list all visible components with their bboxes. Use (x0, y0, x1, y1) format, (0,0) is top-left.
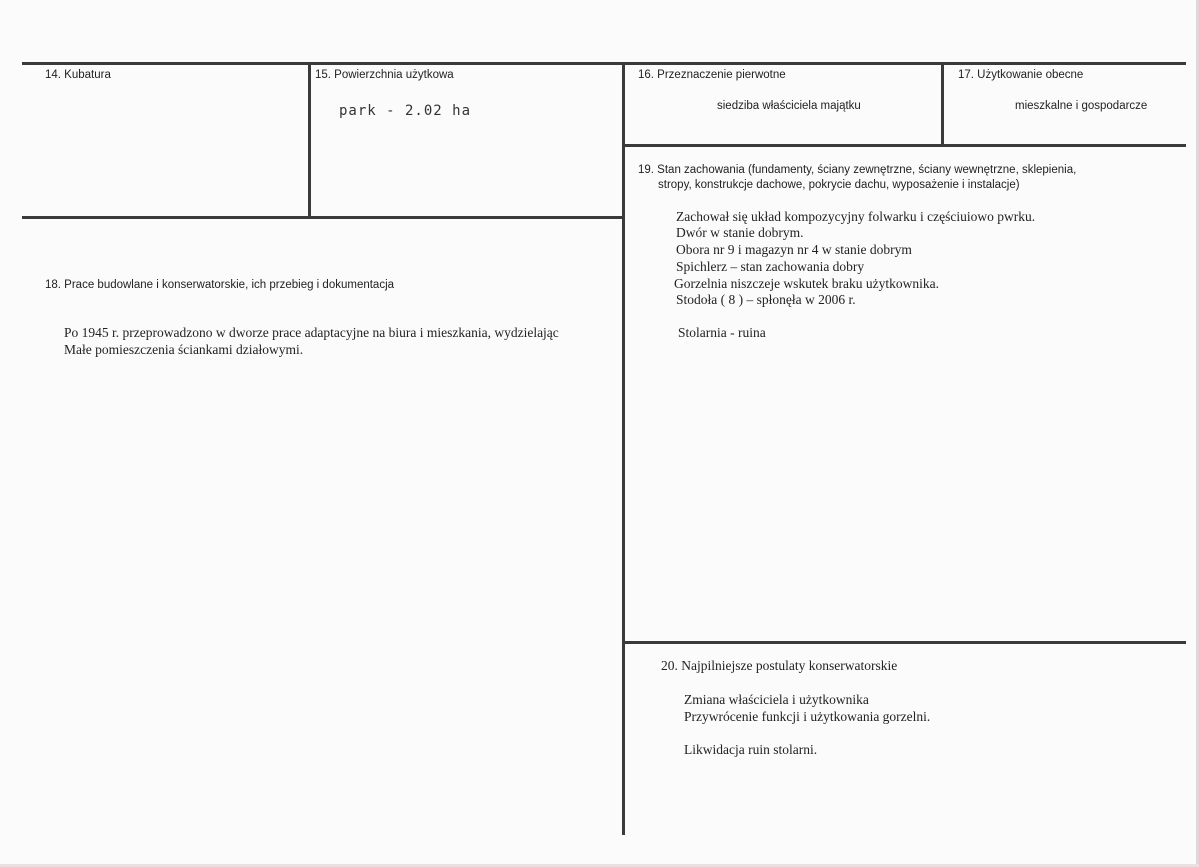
field-20-extra: Likwidacja ruin stolarni. (684, 742, 818, 757)
field-15-label: 15. Powierzchnia użytkowa (315, 69, 454, 81)
field-16-label: 16. Przeznaczenie pierwotne (638, 69, 786, 81)
rule-under-14-15 (22, 216, 625, 219)
divider-16-17 (941, 62, 944, 146)
field-19-line-1: Zachował się układ kompozycyjny folwarku i częściuiowo pwrku. (676, 209, 1036, 224)
rule-under-16-17 (625, 144, 1186, 147)
field-14-label: 14. Kubatura (45, 69, 111, 81)
field-19-line-2: Dwór w stanie dobrym. (676, 225, 804, 240)
field-20-label: 20. Najpilniejsze postulaty konserwatorskie (661, 658, 898, 673)
field-18-line-2: Małe pomieszczenia ściankami działowymi. (64, 342, 304, 357)
field-16-value: siedziba właściciela majątku (717, 100, 861, 112)
field-19-extra: Stolarnia - ruina (678, 325, 766, 340)
divider-14-15 (308, 62, 311, 218)
field-19-label: 19. Stan zachowania (fundamenty, ściany zewnętrzne, ściany wewnętrzne, sklepienia, (638, 164, 1077, 176)
top-rule (22, 62, 1186, 65)
field-19-line-6: Stodoła ( 8 ) – spłonęła w 2006 r. (676, 292, 856, 307)
field-18-label: 18. Prace budowlane i konserwatorskie, ich przebieg i dokumentacja (45, 279, 395, 291)
field-17-label: 17. Użytkowanie obecne (958, 69, 1084, 81)
field-17-value: mieszkalne i gospodarcze (1015, 100, 1148, 112)
field-19-label-cont: stropy, konstrukcje dachowe, pokrycie dachu, wyposażenie i instalacje) (658, 179, 1020, 191)
field-19-line-3: Obora nr 9 i magazyn nr 4 w stanie dobrym (676, 242, 912, 257)
field-18-line-1: Po 1945 r. przeprowadzono w dworze prace adaptacyjne na biura i mieszkania, wydzielając (64, 325, 559, 340)
field-15-handwritten-value: park - 2.02 ha (339, 103, 472, 119)
field-20-line-2: Przywrócenie funkcji i użytkowania gorzelni. (684, 709, 931, 724)
rule-above-20 (625, 641, 1186, 644)
field-19-line-4: Spichlerz – stan zachowania dobry (676, 259, 865, 274)
field-20-line-1: Zmiana właściciela i użytkownika (684, 692, 869, 707)
divider-left-right (622, 62, 625, 835)
field-19-line-5: Gorzelnia niszczeje wskutek braku użytkownika. (674, 276, 940, 291)
